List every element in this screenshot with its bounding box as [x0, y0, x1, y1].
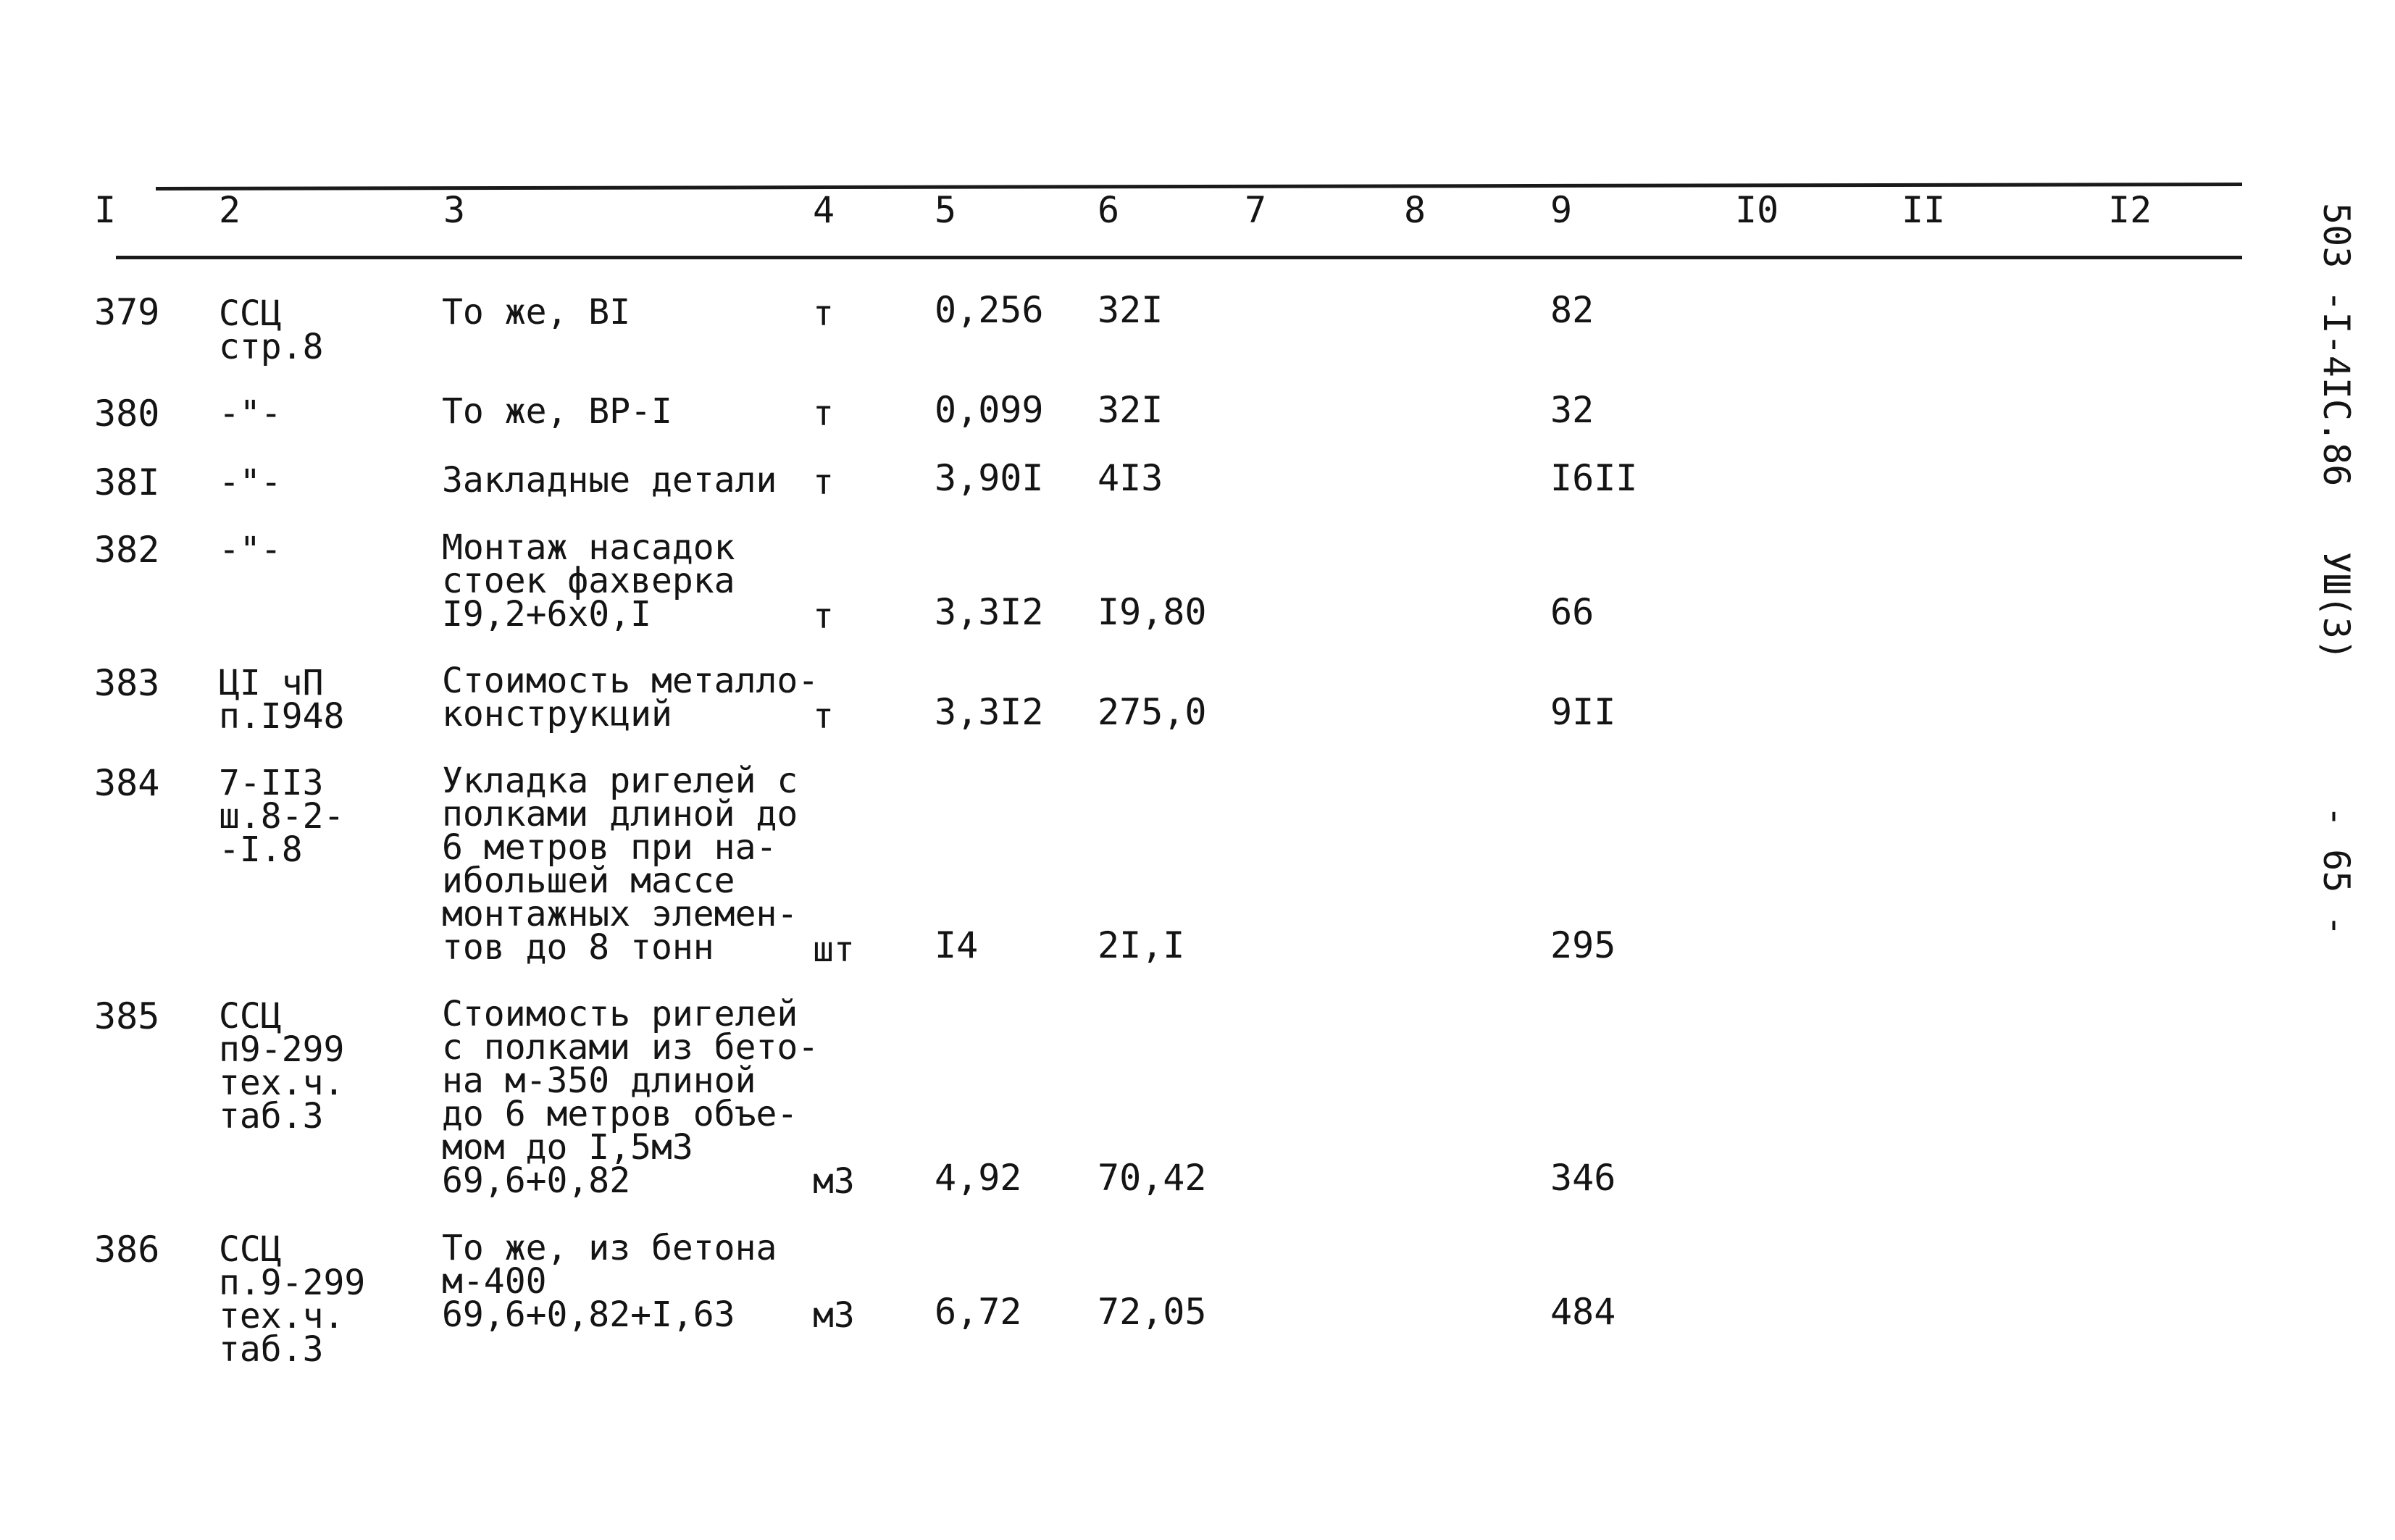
row-384-unit: шт — [813, 929, 855, 970]
row-386-description: То же, из бетона м-400 69,6+0,82+I,63 — [442, 1228, 777, 1335]
row-383-unit: т — [813, 696, 834, 737]
row-381-unit: т — [813, 462, 834, 503]
row-383-number: 383 — [94, 662, 160, 704]
row-380-description: То же, ВР-I — [442, 391, 672, 432]
row-381-quantity: 3,90I — [935, 457, 1044, 499]
row-379-quantity: 0,256 — [935, 289, 1044, 331]
row-385-number: 385 — [94, 995, 160, 1037]
row-379-total: 82 — [1550, 289, 1594, 331]
row-380-total: 32 — [1550, 389, 1594, 431]
row-385-reference: ССЦ п9-299 тех.ч. таб.3 — [219, 996, 345, 1137]
document-code: 503 -I-4IC.86 — [2315, 203, 2357, 487]
row-386-quantity: 6,72 — [935, 1291, 1022, 1333]
row-386-total: 484 — [1550, 1291, 1616, 1333]
column-header-3: 3 — [443, 189, 466, 231]
column-header-6: 6 — [1098, 189, 1120, 231]
row-383-unit-price: 275,0 — [1098, 691, 1207, 733]
side-margin-text — [2307, 203, 2365, 1000]
column-header-11: II — [1902, 189, 1946, 231]
row-386-unit-price: 72,05 — [1098, 1291, 1207, 1333]
row-384-total: 295 — [1550, 924, 1616, 966]
row-382-description: Монтаж насадок стоек фахверка I9,2+6х0,I — [442, 527, 735, 635]
section-number: УШ(3) — [2315, 551, 2357, 661]
column-header-1: I — [94, 189, 117, 231]
row-385-unit: м3 — [813, 1161, 855, 1202]
header-bottom-rule — [116, 256, 2242, 259]
row-386-unit: м3 — [813, 1295, 855, 1336]
row-383-total: 9II — [1550, 691, 1616, 733]
row-379-unit: т — [813, 293, 834, 334]
row-384-description: Укладка ригелей с полками длиной до 6 метров при на- ибольшей массе монтажных элемен- тов до 8 тонн — [442, 761, 798, 968]
row-382-number: 382 — [94, 529, 160, 571]
column-header-12: I2 — [2108, 189, 2152, 231]
row-382-total: 66 — [1550, 591, 1594, 633]
column-header-4: 4 — [813, 189, 835, 231]
row-384-quantity: I4 — [935, 924, 979, 966]
row-380-number: 380 — [94, 393, 160, 435]
page-number: - 65 - — [2315, 805, 2357, 937]
row-383-reference: ЦI чП п.I948 — [219, 663, 345, 737]
row-385-unit-price: 70,42 — [1098, 1157, 1207, 1199]
row-386-reference: ССЦ п.9-299 тех.ч. таб.3 — [219, 1229, 366, 1370]
row-382-quantity: 3,3I2 — [935, 591, 1044, 633]
row-385-total: 346 — [1550, 1157, 1616, 1199]
row-386-number: 386 — [94, 1229, 160, 1271]
row-385-description: Стоимость ригелей с полками из бето- на м-350 длиной до 6 метров объе- мом до I,5м3 69,6+0,82 — [442, 994, 819, 1201]
column-header-9: 9 — [1550, 189, 1573, 231]
row-381-description: Закладные детали — [442, 460, 777, 501]
row-383-description: Стоимость металло- конструкций — [442, 661, 819, 735]
row-379-number: 379 — [94, 291, 160, 333]
row-384-reference: 7-II3 ш.8-2- -I.8 — [219, 763, 345, 870]
row-384-number: 384 — [94, 762, 160, 804]
row-385-quantity: 4,92 — [935, 1157, 1022, 1199]
row-381-unit-price: 4I3 — [1098, 457, 1163, 499]
row-384-unit-price: 2I,I — [1098, 924, 1185, 966]
column-header-10: I0 — [1735, 189, 1779, 231]
row-382-unit: т — [813, 596, 834, 637]
row-382-unit-price: I9,80 — [1098, 591, 1207, 633]
row-381-total: I6II — [1550, 457, 1638, 499]
column-header-5: 5 — [935, 189, 957, 231]
column-header-7: 7 — [1245, 189, 1267, 231]
row-383-quantity: 3,3I2 — [935, 691, 1044, 733]
row-382-reference: -"- — [219, 530, 282, 570]
row-380-unit-price: 32I — [1098, 389, 1163, 431]
row-380-reference: -"- — [219, 393, 282, 434]
column-header-2: 2 — [219, 189, 241, 231]
row-381-reference: -"- — [219, 462, 282, 503]
row-380-quantity: 0,099 — [935, 389, 1044, 431]
column-header-8: 8 — [1404, 189, 1426, 231]
row-379-description: То же, ВI — [442, 292, 631, 332]
row-380-unit: т — [813, 393, 834, 434]
row-381-number: 38I — [94, 461, 160, 503]
row-379-unit-price: 32I — [1098, 289, 1163, 331]
row-379-reference: ССЦ стр.8 — [219, 293, 324, 367]
